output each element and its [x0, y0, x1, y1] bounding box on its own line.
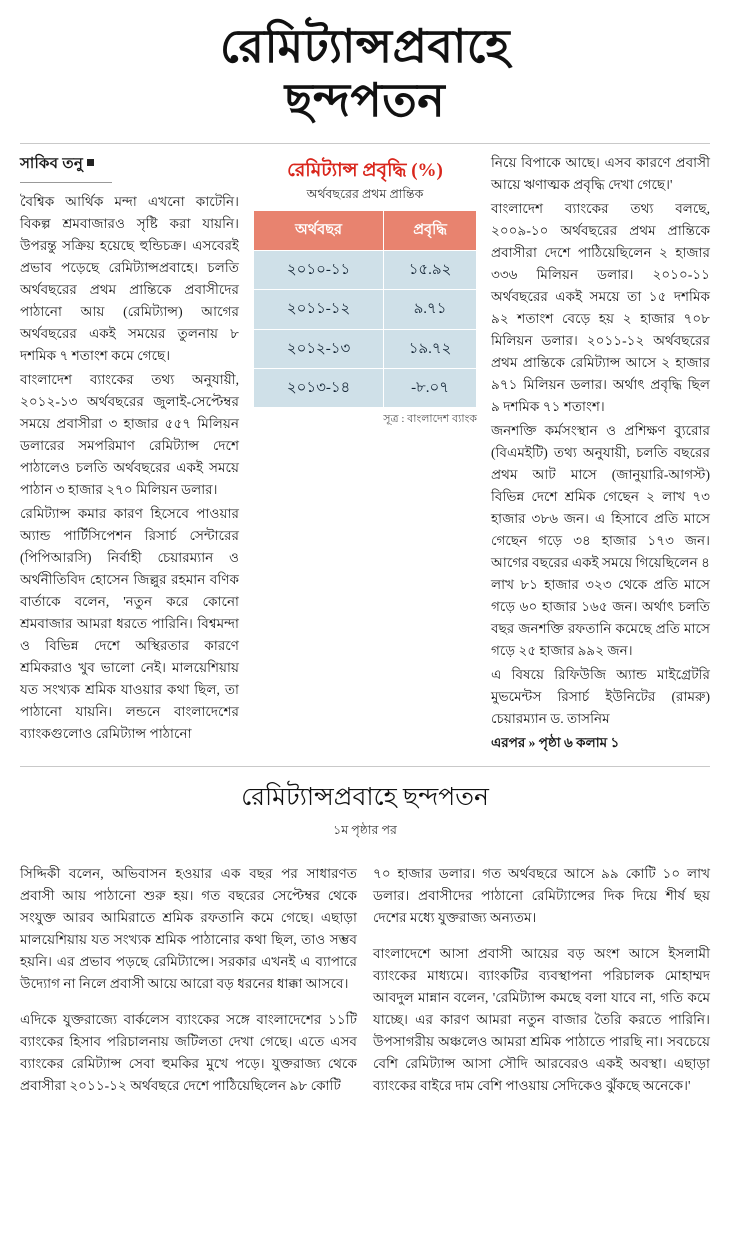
paragraph: নিয়ে বিপাকে আছে। এসব কারণে প্রবাসী আয়ে ঋণাত্মক প্রবৃদ্ধি দেখা গেছে।'	[491, 154, 710, 192]
data-table	[253, 210, 477, 409]
paragraph: সিদ্দিকী বলেন, অভিবাসন হওয়ার এক বছর পর সাধারণত প্রবাসী আয় পাঠানো শুরু হয়। গত বছরের সেপ্টেম্বর থেকে সংযুক্ত আরব আমিরাতে শ্রমিক রফতানি কমে গেছে। এছাড়া মালয়েশিয়ায় যত সংখ্যক শ্রমিক পাঠানোর কথা ছিল, তাও সম্ভব হয়নি। এর প্রভাব পড়ছে রেমিট্যান্সে। সরকার এখনই এ ব্যাপারে উদ্যোগ না নিলে প্রবাসী আয়ে আরো বড় ধরনের ধাক্কা আসবে।	[20, 866, 357, 992]
column-header-growth: প্রবৃদ্ধি	[384, 210, 477, 250]
byline-square-icon	[87, 159, 94, 166]
paragraph: বাংলাদেশ ব্যাংকের তথ্য অনুযায়ী, ২০১২-১৩ অর্থবছরের জুলাই-সেপ্টেম্বর সময়ে প্রবাসীরা ৩ হাজার ৫৫৭ মিলিয়ন ডলারের সমপরিমাণ রেমিট্যান্স দেশে পাঠালেও চলতি অর্থবছরের একই সময়ে পাঠান ৩ হাজার ২৭০ মিলিয়ন ডলার।	[20, 371, 239, 498]
paragraph: ৭০ হাজার ডলার। গত অর্থবছরে আসে ৯৯ কোটি ১০ লাখ ডলার। প্রবাসীদের পাঠানো রেমিট্যান্সের দিক দিয়ে শীর্ষ ছয় দেশের মধ্যে যুক্তরাজ্য অন্যতম।	[373, 866, 710, 926]
article-column-1	[20, 152, 239, 746]
paragraph: বাংলাদেশ ব্যাংকের তথ্য বলছে, ২০০৯-১০ অর্থবছরের প্রথম প্রান্তিকে প্রবাসীরা দেশে পাঠিয়েছিলেন ২ হাজার ৩৩৬ মিলিয়ন ডলার। ২০১০-১১ অর্থবছরের একই সময়ে তা ১৫ দশমিক ৯২ শতাংশ বেড়ে হয় ২ হাজার ৭০৮ মিলিয়ন ডলার। ২০১১-১২ অর্থবছরের প্রথম প্রান্তিকে রেমিট্যান্স আসে ২ হাজার ৯৭১ মিলিয়ন ডলার। অর্থাৎ প্রবৃদ্ধি ছিল ৯ দশমিক ৭১ শতাংশ।	[491, 200, 710, 414]
paragraph: বৈশ্বিক আর্থিক মন্দা এখনো কাটেনি। বিকল্প শ্রমবাজারও সৃষ্টি করা যায়নি। উপরন্তু সক্রিয় হয়েছে হুন্ডিচক্র। এসবেরই প্রভাব পড়েছে রেমিট্যান্সপ্রবাহে। চলতি অর্থবছরের প্রথম প্রান্তিকে প্রবাসীদের পাঠানো আয় (রেমিট্যান্স) আগের অর্থবছরের একই সময়ের তুলনায় ৮ দশমিক ৭ শতাংশ কমে গেছে।	[20, 193, 239, 363]
paragraph: এদিকে যুক্তরাজ্যে বার্কলেস ব্যাংকের সঙ্গে বাংলাদেশের ১১টি ব্যাংকের হিসাব পরিচালনায় জটিলতা দেখা গেছে। এতে এসব ব্যাংকের রেমিট্যান্স সেবা হুমকির মুখে পড়ে। যুক্তরাজ্য থেকে প্রবাসীরা ২০১১-১২ অর্থবছরে দেশে পাঠিয়েছিলেন ৯৮ কোটি	[20, 1012, 357, 1094]
page-title	[20, 20, 710, 129]
headline-line-1: রেমিট্যান্সপ্রবাহে	[219, 21, 511, 72]
article-column-2	[253, 152, 477, 436]
column-header-fiscal-year: অর্থবছর	[254, 210, 384, 250]
byline-author: সাকিব তনু	[20, 155, 84, 172]
table-title: রেমিট্যান্স প্রবৃদ্ধি (%)	[287, 159, 443, 181]
table-subtitle: অর্থবছরের প্রথম প্রান্তিক	[306, 187, 424, 202]
paragraph: বাংলাদেশে আসা প্রবাসী আয়ের বড় অংশ আসে ইসলামী ব্যাংকের মাধ্যমে। ব্যাংকটির ব্যবস্থাপনা পরিচালক মোহাম্মদ আবদুল মান্নান বলেন, 'রেমিট্যান্স কমছে বলা যাবে না, গতি কমে যাচ্ছে। এর কারণ আমরা নতুন বাজার তৈরি করতে পারিনি। উপসাগরীয় অঞ্চলেও আমরা শ্রমিক পাঠাতে পারছি না। সবচেয়ে বেশি রেমিট্যান্স আসা সৌদি আরবেরও একই অবস্থা। এছাড়া ব্যাংকের বাইরে দাম বেশি পাওয়ায় সেদিকেও ঝুঁকছে অনেকে।'	[373, 946, 710, 1094]
cell-growth: -৮.০৭	[384, 368, 477, 407]
headline-line-2: ছন্দপতন	[284, 75, 446, 127]
divider-middle	[20, 766, 710, 767]
continuation-title: রেমিট্যান্সপ্রবাহে ছন্দপতন	[241, 783, 489, 811]
divider-top	[20, 143, 710, 144]
article-columns	[20, 152, 710, 754]
table-row	[254, 368, 477, 407]
paragraph: জনশক্তি কর্মসংস্থান ও প্রশিক্ষণ ব্যুরোর (বিএমইটি) তথ্য অনুযায়ী, চলতি বছরের প্রথম আট মাসে (জানুয়ারি-আগস্ট) বিভিন্ন দেশে শ্রমিক গেছেন ২ লাখ ৭৩ হাজার ৩৮৬ জন। এ হিসাবে প্রতি মাসে গেছেন গড়ে ৩৪ হাজার ১৭৩ জন। আগের বছরের একই সময়ে গিয়েছিলেন ৪ লাখ ৮১ হাজার ৩২৩ থেকে প্রতি মাসে গড়ে ৬০ হাজার ১৬৫ জন। অর্থাৎ চলতি বছর জনশক্তি রফতানি কমেছে প্রতি মাসে গড়ে ২৫ হাজার ৯৯২ জন।	[491, 422, 710, 658]
cell-fiscal-year: ২০১২-১৩	[254, 329, 384, 368]
remittance-growth-table	[253, 160, 477, 430]
table-source: সূত্র : বাংলাদেশ ব্যাংক	[383, 413, 477, 426]
continuation-column-2	[373, 850, 710, 1111]
continuation-note: ১ম পৃষ্ঠার পর	[333, 822, 397, 837]
cell-growth: ১৫.৯২	[384, 251, 477, 290]
byline	[20, 152, 239, 180]
table-header-row	[254, 210, 477, 250]
table-row	[254, 329, 477, 368]
cell-fiscal-year: ২০১৩-১৪	[254, 368, 384, 407]
article-column-3	[491, 152, 710, 754]
cell-growth: ৯.৭১	[384, 290, 477, 329]
cell-fiscal-year: ২০১০-১১	[254, 251, 384, 290]
paragraph: এ বিষয়ে রিফিউজি অ্যান্ড মাইগ্রেটরি মুভমেন্টস রিসার্চ ইউনিটের (রামরু) চেয়ারম্যান ড. তাসনিম	[491, 666, 710, 726]
paragraph: রেমিট্যান্স কমার কারণ হিসেবে পাওয়ার অ্যান্ড পার্টিসিপেশন রিসার্চ সেন্টারের (পিপিআরসি) নির্বাহী চেয়ারম্যান ও অর্থনীতিবিদ হোসেন জিল্লুর রহমান বণিক বার্তাকে বলেন, 'নতুন করে কোনো শ্রমবাজার আমরা ধরতে পারিনি। বিশ্বমন্দা ও বিভিন্ন দেশে অস্থিরতার কারণে শ্রমিকরাও খুব ভালো নেই। মালয়েশিয়ায় যত সংখ্যক শ্রমিক যাওয়ার কথা ছিল, তা পাঠানো যায়নি। লন্ডনে বাংলাদেশের ব্যাংকগুলোও রেমিট্যান্স পাঠানো	[20, 506, 239, 742]
table-row	[254, 251, 477, 290]
cell-fiscal-year: ২০১১-১২	[254, 290, 384, 329]
continuation-columns	[20, 850, 710, 1111]
continuation-column-1	[20, 850, 357, 1111]
byline-divider	[20, 182, 112, 183]
cell-growth: ১৯.৭২	[384, 329, 477, 368]
jump-line[interactable]: এরপর » পৃষ্ঠা ৬ কলাম ১	[491, 734, 620, 750]
table-row	[254, 290, 477, 329]
